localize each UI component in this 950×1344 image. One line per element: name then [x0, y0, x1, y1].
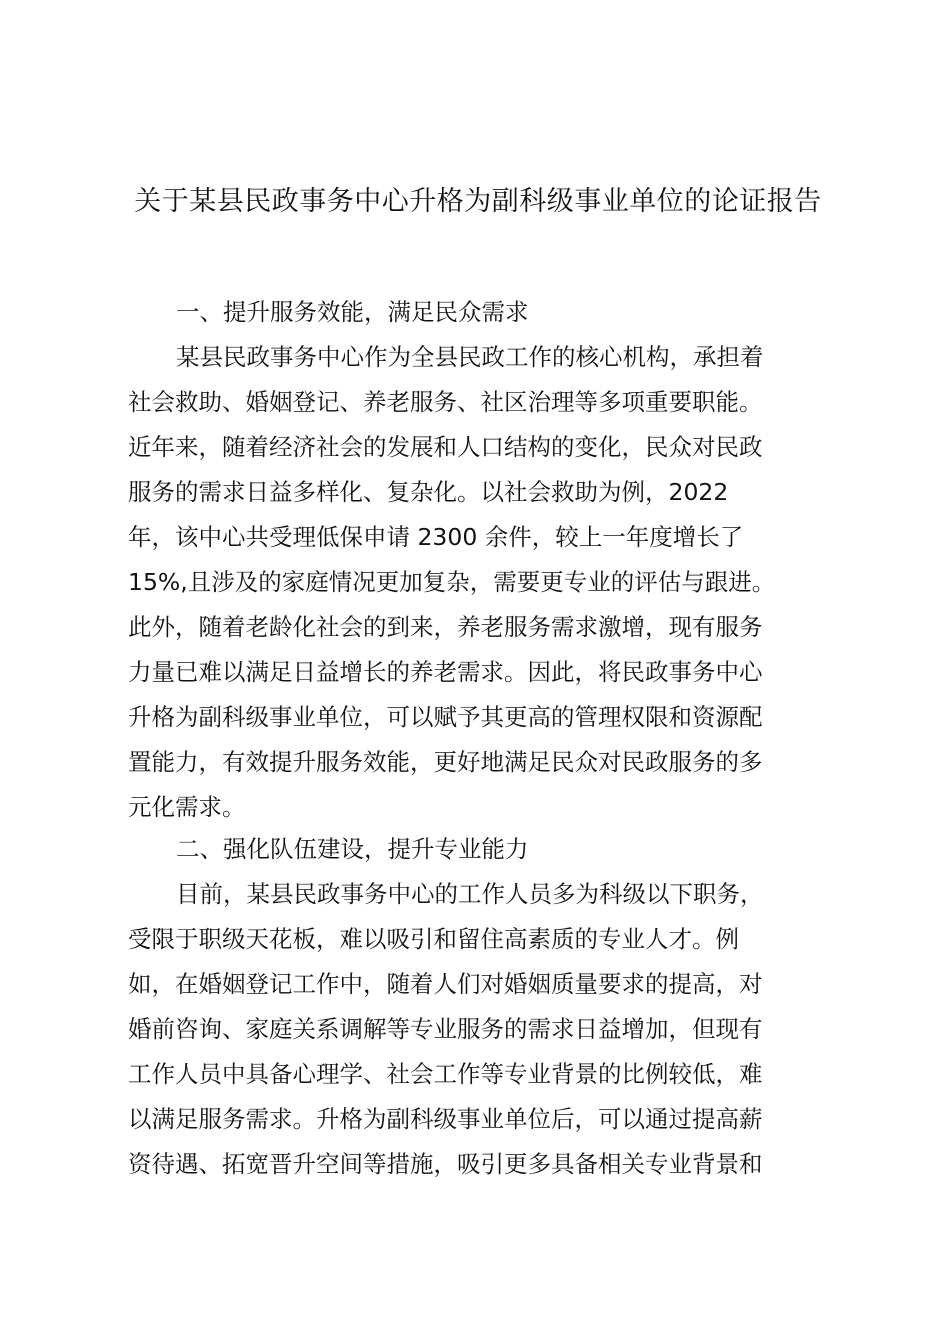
body-line: 元化需求。: [128, 793, 246, 821]
document-title: 关于某县民政事务中心升格为副科级事业单位的论证报告: [134, 186, 822, 217]
section-heading-1: 一、提升服务效能，满足民众需求: [176, 298, 529, 326]
body-line: 受限于职级天花板，难以吸引和留住高素质的专业人才。例: [128, 925, 739, 953]
body-line: 此外，随着老龄化社会的到来，养老服务需求激增，现有服务: [128, 613, 763, 641]
body-line: 15%,且涉及的家庭情况更加复杂，需要更专业的评估与跟进。: [128, 568, 776, 596]
body-line: 置能力，有效提升服务效能，更好地满足民众对民政服务的多: [128, 748, 763, 776]
body-line: 工作人员中具备心理学、社会工作等专业背景的比例较低，难: [128, 1060, 763, 1088]
body-line: 社会救助、婚姻登记、养老服务、社区治理等多项重要职能。: [128, 388, 763, 416]
body-line: 婚前咨询、家庭关系调解等专业服务的需求日益增加，但现有: [128, 1015, 763, 1043]
body-line: 以满足服务需求。升格为副科级事业单位后，可以通过提高薪: [128, 1105, 763, 1133]
body-line: 年，该中心共受理低保申请 2300 余件，较上一年度增长了: [128, 523, 744, 551]
body-line: 资待遇、拓宽晋升空间等措施，吸引更多具备相关专业背景和: [128, 1150, 763, 1178]
body-line: 某县民政事务中心作为全县民政工作的核心机构，承担着: [176, 343, 764, 371]
body-line: 服务的需求日益多样化、复杂化。以社会救助为例，2022: [128, 478, 729, 506]
body-line: 升格为副科级事业单位，可以赋予其更高的管理权限和资源配: [128, 703, 763, 731]
body-line: 力量已难以满足日益增长的养老需求。因此，将民政事务中心: [128, 658, 763, 686]
body-line: 目前，某县民政事务中心的工作人员多为科级以下职务，: [176, 880, 764, 908]
body-line: 如，在婚姻登记工作中，随着人们对婚姻质量要求的提高，对: [128, 970, 763, 998]
body-line: 近年来，随着经济社会的发展和人口结构的变化，民众对民政: [128, 433, 763, 461]
section-heading-2: 二、强化队伍建设，提升专业能力: [176, 835, 529, 863]
